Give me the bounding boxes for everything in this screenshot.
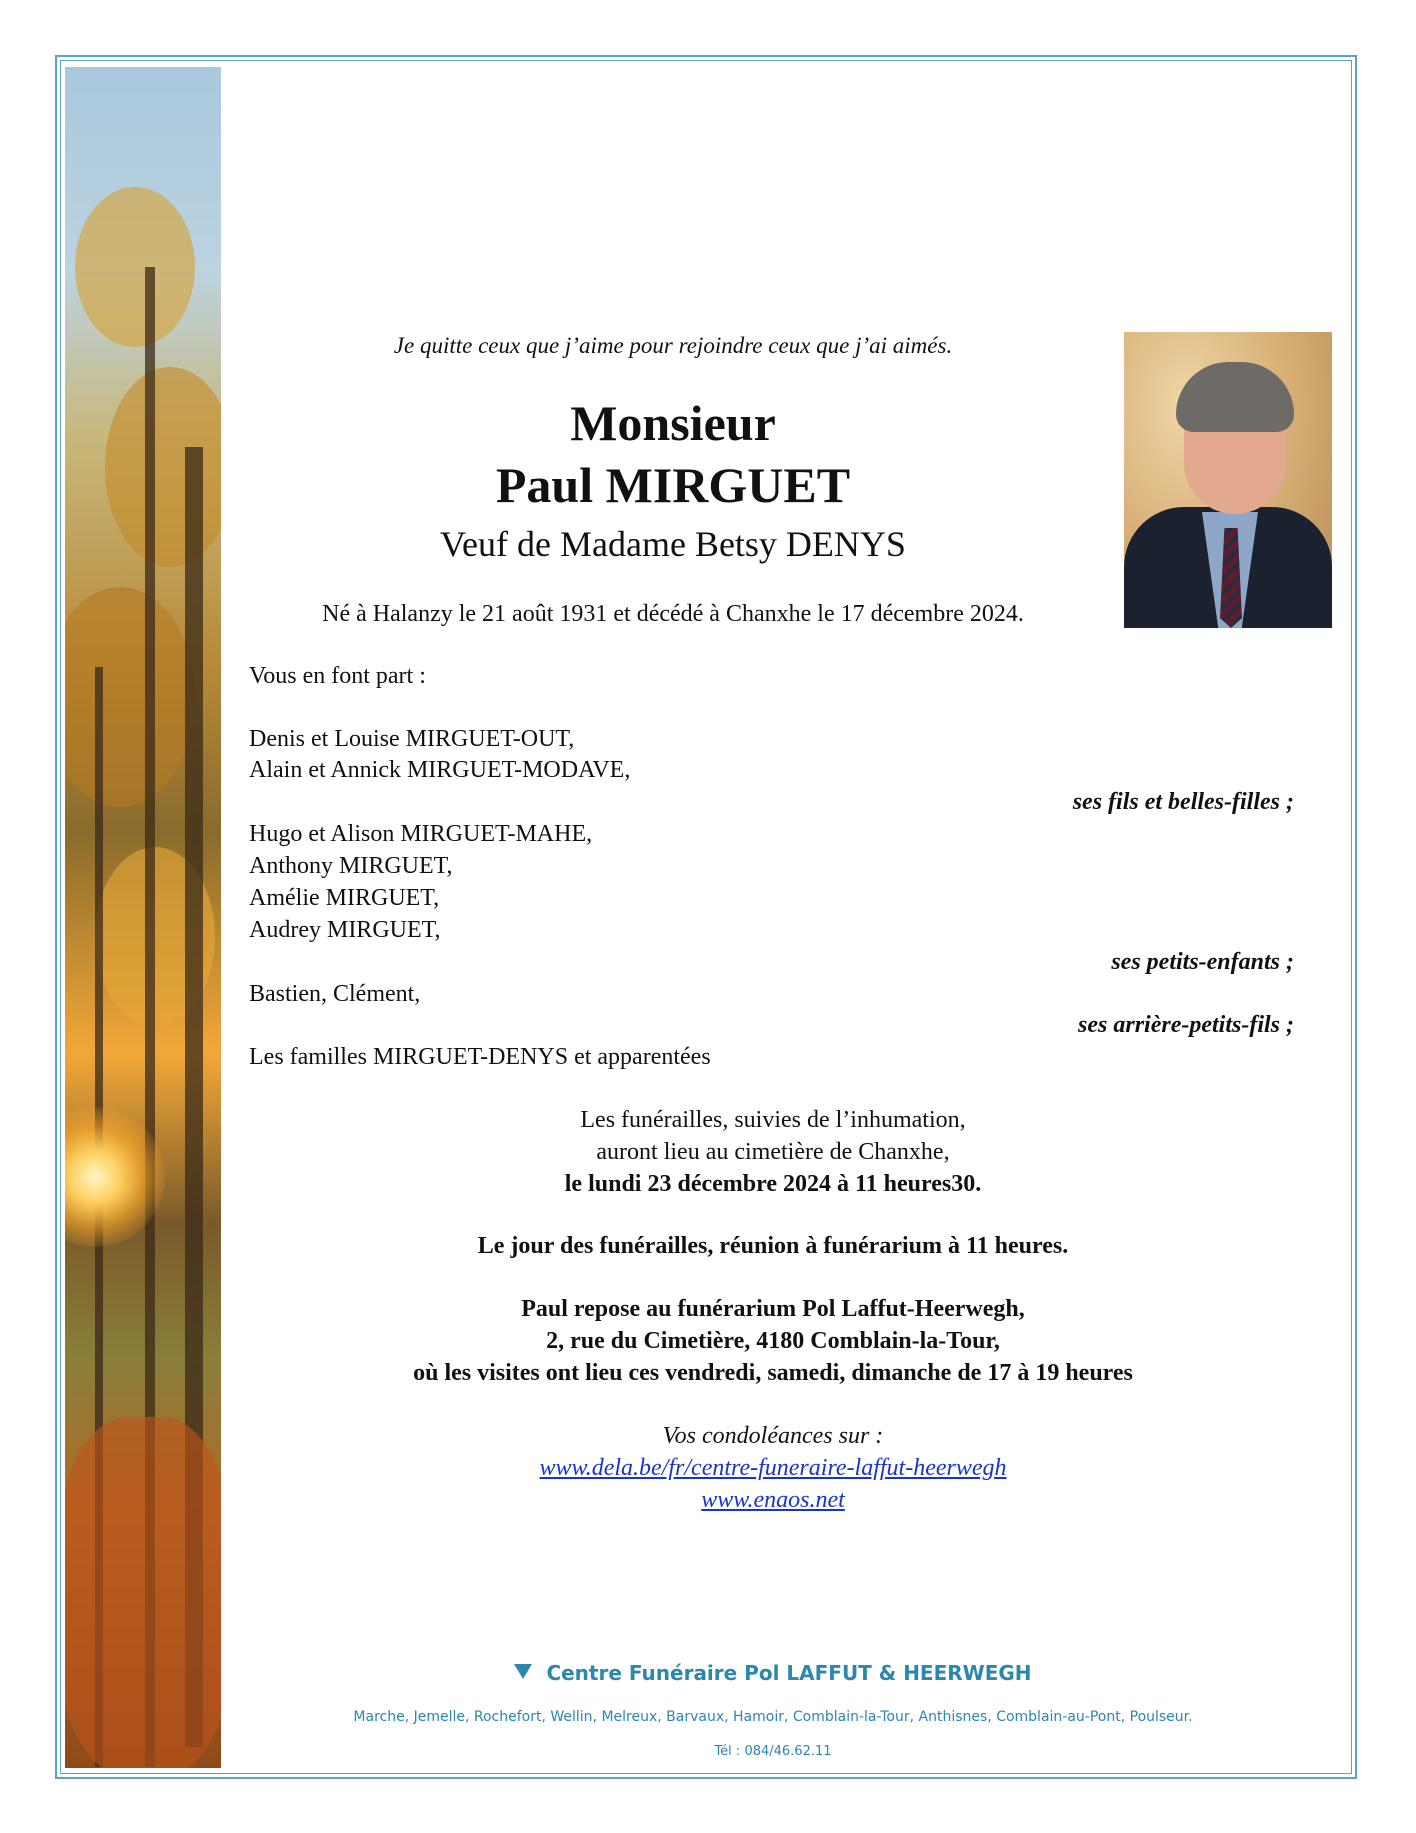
family-role: ses fils et belles-filles ; [1072,789,1294,815]
family-line: Audrey MIRGUET, [249,917,441,943]
triangle-down-icon [514,1664,532,1679]
rest-address: 2, rue du Cimetière, 4180 Comblain-la-Tour, [546,1328,1000,1354]
extended-families: Les familles MIRGUET-DENYS et apparentées [249,1044,711,1070]
autumn-forest-image [65,67,221,1768]
gathering-info: Le jour des funérailles, réunion à funérarium à 11 heures. [477,1233,1069,1259]
funeral-home-name-text: Centre Funéraire Pol LAFFUT & HEERWEGH [546,1661,1032,1685]
deceased-name: Paul MIRGUET [495,457,851,513]
family-role: ses arrière-petits-fils ; [1078,1012,1294,1038]
funeral-line: auront lieu au cimetière de Chanxhe, [596,1139,950,1165]
funeral-home-phone: Tél : 084/46.62.11 [714,1744,832,1759]
widow-of: Veuf de Madame Betsy DENYS [440,524,906,564]
condolences-link-enaos[interactable]: www.enaos.net [701,1487,845,1513]
family-role: ses petits-enfants ; [1111,949,1294,975]
honorific: Monsieur [570,395,776,451]
funeral-line: Les funérailles, suivies de l’inhumation, [580,1107,966,1133]
family-line: Hugo et Alison MIRGUET-MAHE, [249,821,593,847]
family-line: Anthony MIRGUET, [249,853,453,879]
funeral-home-name [248,1663,1298,1683]
family-line: Denis et Louise MIRGUET-OUT, [249,726,575,752]
funeral-date: le lundi 23 décembre 2024 à 11 heures30. [564,1171,982,1197]
condolences-link-dela[interactable]: www.dela.be/fr/centre-funeraire-laffut-heerwegh [539,1455,1007,1481]
announce-intro: Vous en font part : [249,663,426,689]
birth-death-line: Né à Halanzy le 21 août 1931 et décédé à Chanxhe le 17 décembre 2024. [322,601,1024,627]
condolences-label: Vos condoléances sur : [662,1423,884,1449]
family-line: Amélie MIRGUET, [249,885,440,911]
family-line: Alain et Annick MIRGUET-MODAVE, [249,757,631,783]
rest-line: Paul repose au funérarium Pol Laffut-Heerwegh, [521,1296,1025,1322]
family-line: Bastien, Clément, [249,981,421,1007]
visit-hours: où les visites ont lieu ces vendredi, samedi, dimanche de 17 à 19 heures [413,1360,1133,1386]
funeral-home-locations: Marche, Jemelle, Rochefort, Wellin, Melreux, Barvaux, Hamoir, Comblain-la-Tour, Anthisnes, Comblain-au-Pont, Poulseur. [353,1709,1193,1725]
epigraph-quote: Je quitte ceux que j’aime pour rejoindre ceux que j’ai aimés. [393,333,953,358]
portrait-photo [1124,332,1332,628]
